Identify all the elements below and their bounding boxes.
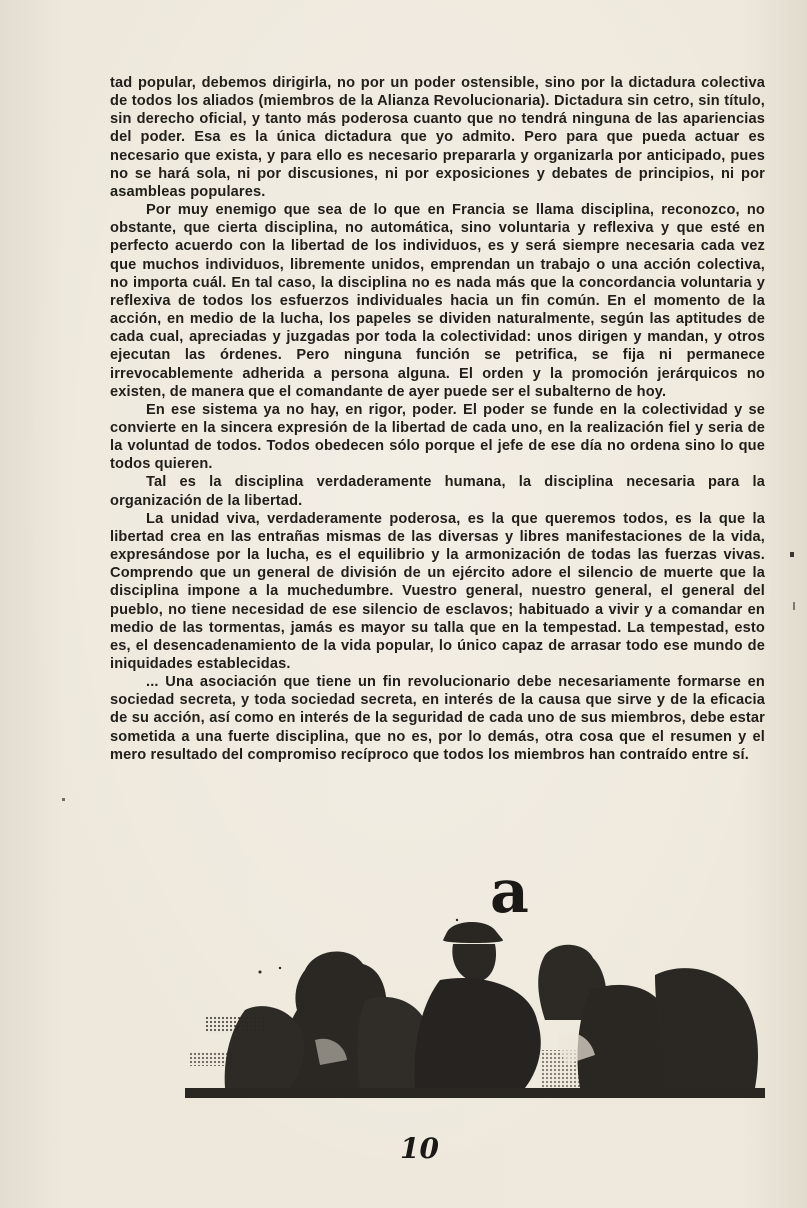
margin-mark	[62, 798, 65, 801]
paragraph-6: ... Una asociación que tiene un fin revolucionario debe necesariamente formarse en sociedad secreta, y toda sociedad secreta, en interés de la causa que sirve y de la eficacia de su acción, así como en interés de la seguridad de cada uno de sus miembros, debe estar sometida a una fuerte disciplina, que no es, por lo demás, otra cosa que el resumen y el mero resultado del compromiso recíproco que todos los miembros han contraído entre sí.	[110, 674, 765, 763]
body-text	[110, 74, 765, 764]
paragraph-3: En ese sistema ya no hay, en rigor, poder. El poder se funde en la colectividad y se convierte en la sincera expresión de la libertad de cada uno, en la realización fiel y seria de la voluntad de todos. Todos obedecen sólo porque el jefe de ese día no ordena sino lo que todos quieren.	[110, 401, 765, 473]
paragraph-4: Tal es la disciplina verdaderamente humana, la disciplina necesaria para la organización de la libertad.	[110, 474, 765, 509]
paragraph-5: La unidad viva, verdaderamente poderosa, es la que queremos todos, es la que la libertad crea en las entrañas mismas de las diversas y libres manifestaciones de la vida, expresándose por la lucha, es el equilibrio y la armonización de todas las fuerzas vivas. Comprendo que un general de división de un ejército adore el silencio de muerte que la disciplina impone a la muchedumbre. Vuestro general, nuestro general, el general del pueblo, no tiene necesidad de ese silencio de esclavos; habituado a vivir y a comandar en medio de las tormentas, jamás es mayor su talla que en la tempestad. La tempestad, esto es, el desencadenamiento de la vida popular, lo único capaz de arrasar todo ese mundo de iniquidades establecidas.	[110, 510, 765, 672]
page-number: 10	[400, 1132, 439, 1165]
logo-letter: a	[490, 857, 529, 927]
margin-mark	[793, 602, 795, 610]
paragraph-1: tad popular, debemos dirigirla, no por un poder ostensible, sino por la dictadura colectiva de todos los aliados (miembros de la Alianza Revolucionaria). Dictadura sin cetro, sin título, sin derecho oficial, y tanto más poderosa cuanto que no tendrá ninguna de las apariencias del poder. Esa es la única dictadura que yo admito. Pero para que pueda actuar es necesario que exista, y para ello es necesario prepararla y organizarla por anticipado, pues no se hará sola, ni por discusiones, ni por exposiciones y debates de principios, ni por asambleas populares.	[110, 75, 765, 200]
margin-mark	[790, 552, 794, 557]
crowd-illustration	[185, 857, 765, 1100]
paragraph-2: Por muy enemigo que sea de lo que en Francia se llama disciplina, reconozco, no obstante, que cierta disciplina, no automática, sino voluntaria y reflexiva y que esté en perfecto acuerdo con la libertad de los individuos, es y será siempre necesaria cada vez que muchos individuos, libremente unidos, emprendan un trabajo o una acción colectiva, no importa cuál. En tal caso, la disciplina no es nada más que la concordancia voluntaria y reflexiva de todos los esfuerzos individuales hacia un fin común. En el momento de la acción, en medio de la lucha, los papeles se dividen naturalmente, según las aptitudes de cada cual, apreciadas y juzgadas por toda la colectividad: unos dirigen y mandan, y otros ejecutan las órdenes. Pero ninguna función se petrifica, se fija ni permanece irrevocablemente adherida a persona alguna. El orden y la promoción jerárquicos no existen, de manera que el comandante de ayer puede ser el subalterno de hoy.	[110, 202, 765, 400]
